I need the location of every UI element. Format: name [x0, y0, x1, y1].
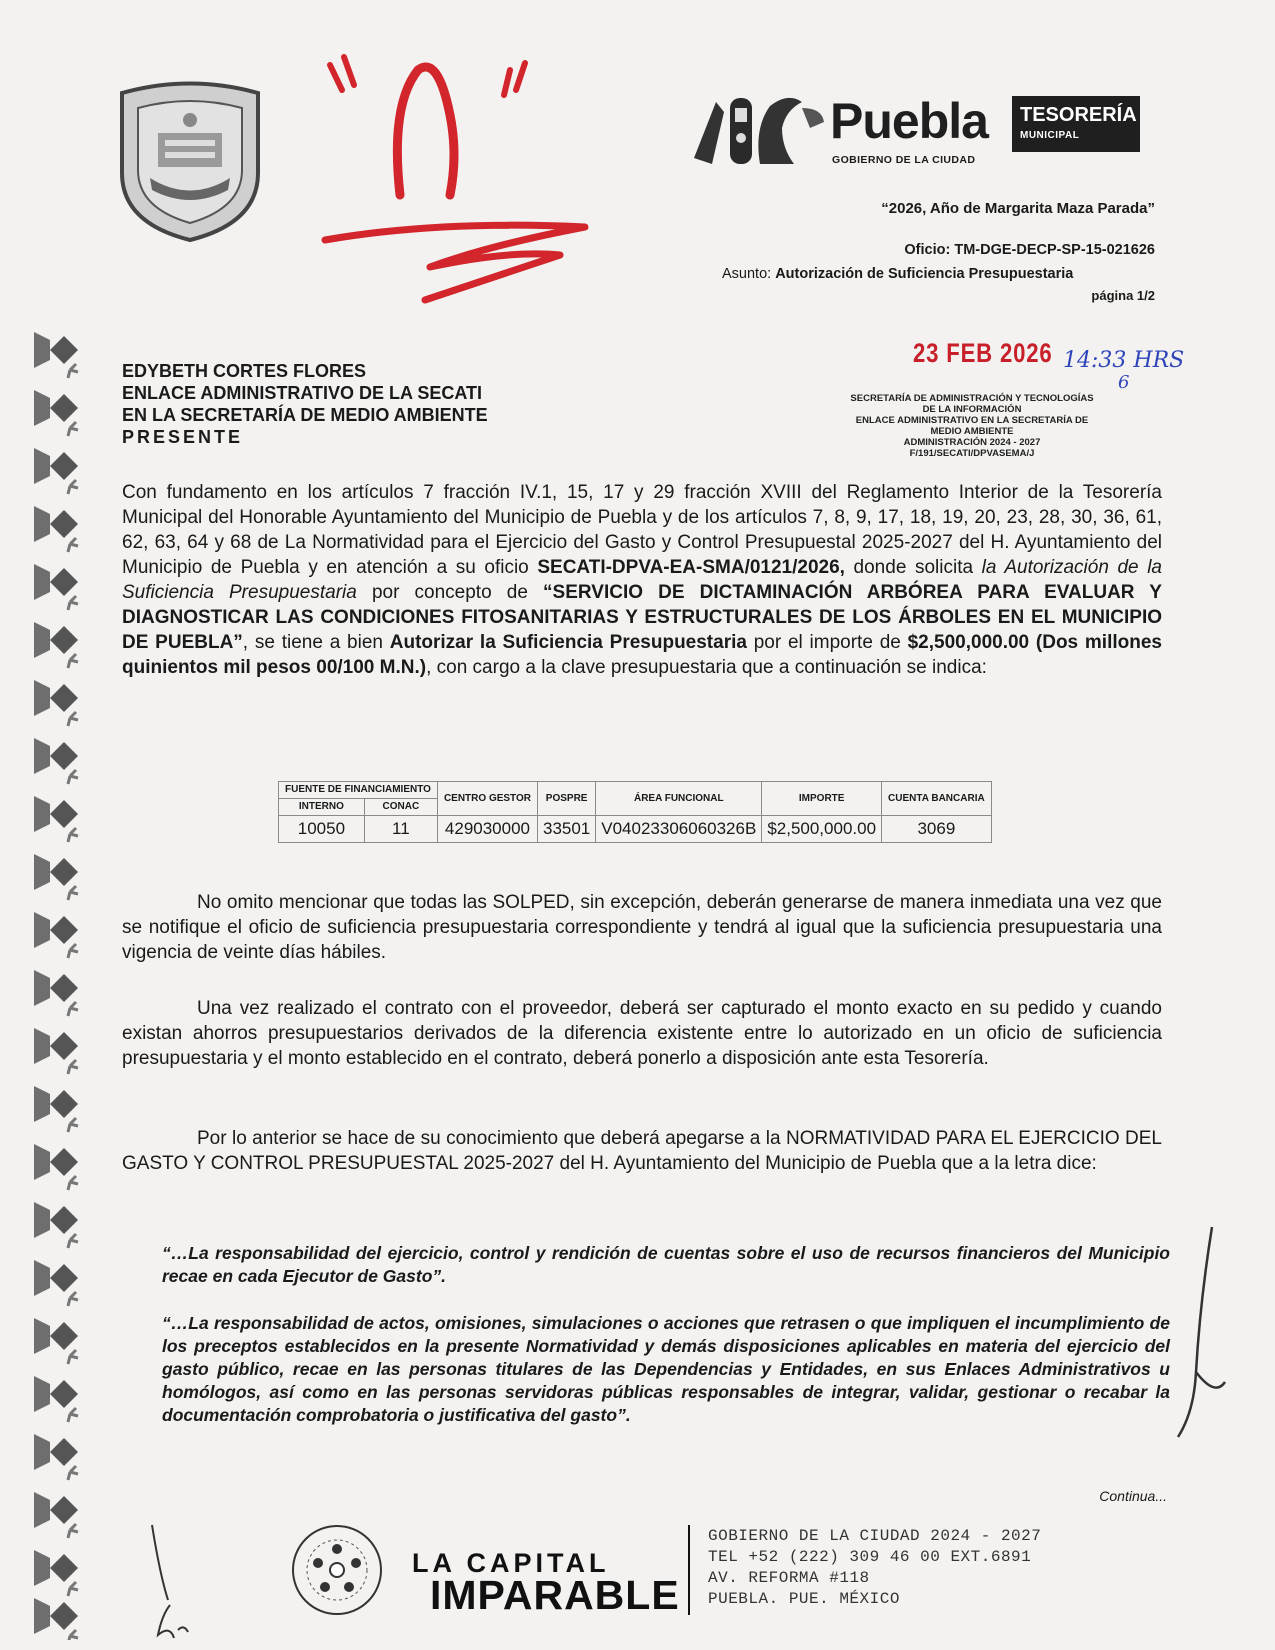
body-paragraph: Una vez realizado el contrato con el proveedor, deberá ser capturado el monto exacto en su pedido y cuando existan ahorros presupuestarios derivados de la diferencia existente entre lo autorizado en un oficio de suficiencia presupuestaria y el monto establecido en el contrato, deberá ponerlo a disposición ante esta Tesorería.	[122, 998, 1162, 1069]
table-header-row	[279, 782, 992, 799]
equality-seal-icon	[290, 1523, 384, 1617]
body-paragraph: Por lo anterior se hace de su conocimiento que deberá apegarse a la NORMATIVIDAD PARA EL EJERCICIO DEL GASTO Y CONTROL PRESUPUESTAL 2025-2027 del H. Ayuntamiento del Municipio de Puebla que a la letra dice:	[122, 1128, 1162, 1174]
table-header: POSPRE	[537, 782, 595, 816]
text-run: donde solicita	[844, 557, 982, 578]
footer-contact	[708, 1526, 1041, 1610]
page-number: página 1/2	[1091, 288, 1155, 303]
received-stamp-text	[822, 393, 1122, 459]
stamp-line: SECRETARÍA DE ADMINISTRACIÓN Y TECNOLOGÍAS	[850, 393, 1094, 404]
footer-line: AV. REFORMA #118	[708, 1569, 870, 1587]
text-run: , se tiene a bien	[242, 632, 390, 653]
puebla-tesoreria-logo	[690, 88, 1150, 178]
table-cell: 429030000	[437, 816, 537, 843]
tesoreria-badge	[1012, 96, 1140, 152]
body-paragraph: No omito mencionar que todas las SOLPED, sin excepción, deberán generarse de manera inmediata una vez que se notifique el oficio de suficiencia presupuestaria correspondiente y tendrá al igual que la suficiencia presupuestaria una vigencia de veinte días hábiles.	[122, 892, 1162, 963]
table-cell: 33501	[537, 816, 595, 843]
logo-wordmark: Puebla	[830, 93, 988, 149]
body-paragraph	[122, 480, 1162, 680]
table-cell: $2,500,000.00	[762, 816, 882, 843]
signature-mark	[1170, 1222, 1230, 1452]
handwritten-initial: 6	[1118, 372, 1130, 393]
regulation-quote: “…La responsabilidad del ejercicio, control y rendición de cuentas sobre el uso de recursos financieros del Municipio recae en cada Ejecutor de Gasto”.	[162, 1243, 1170, 1286]
signature-mark	[140, 1520, 200, 1645]
tesoreria-title: TESORERÍA	[1020, 104, 1137, 126]
table-header: CENTRO GESTOR	[437, 782, 537, 816]
table-header: ÁREA FUNCIONAL	[596, 782, 762, 816]
text-run: por el importe de	[746, 632, 908, 653]
text-run: Con fundamento en los artículos 7 fracción IV.1, 15, 17 y 29 fracción XVIII del Reglamento Interior de la Tesorería Municipal del Honorable Ayuntamiento del Municipio de Puebla y de los artículos 7, 8, 9, 17, 18, 19, 20, 23, 28, 30, 36, 61, 62, 63, 64 y 68 de La Normatividad para el Ejercicio del Gasto y Control Presupuestal 2025-2027 del H. Ayuntamiento del Municipio de Puebla y en atención a su oficio	[122, 482, 1162, 578]
decorative-border	[30, 330, 90, 1640]
recipient-title: ENLACE ADMINISTRATIVO DE LA SECATI	[122, 383, 482, 403]
handwritten-time: 14:33 HRS	[1063, 348, 1185, 373]
table-header: CONAC	[364, 799, 437, 816]
stamp-line: ENLACE ADMINISTRATIVO EN LA SECRETARÍA DE	[855, 415, 1089, 426]
puebla-emblem-icon	[690, 88, 828, 170]
text-run: Autorizar la Suficiencia Presupuestaria	[389, 632, 747, 653]
table-header: FUENTE DE FINANCIAMIENTO	[279, 782, 438, 799]
recipient-block	[122, 360, 488, 448]
footer-divider	[688, 1525, 690, 1615]
recipient-title: EN LA SECRETARÍA DE MEDIO AMBIENTE	[122, 405, 488, 425]
text-run: la Autorización de la Suficiencia Presupuestaria	[122, 557, 1162, 603]
text-run: , con cargo a la clave presupuestaria que a continuación se indica:	[426, 657, 987, 678]
authorized-amount: $2,500,000.00 (Dos millones quinientos mil pesos 00/100 M.N.)	[122, 632, 1162, 678]
table-header: IMPORTE	[762, 782, 882, 816]
footer-line: PUEBLA. PUE. MÉXICO	[708, 1590, 900, 1608]
asunto-value: Autorización de Suficiencia Presupuestaria	[775, 266, 1074, 282]
regulation-quote: “…La responsabilidad de actos, omisiones, simulaciones o acciones que retrasen o que impliquen el incumplimiento de los preceptos establecidos en la presente Normatividad y demás disposiciones aplicables en materia del ejercicio del gasto público, recae en las personas titulares de las Dependencias y Entidades, en sus Enlaces Administrativos u homólogos, así como en las personas servidoras públicas responsables de integrar, validar, gestionar o recabar la documentación comprobatoria o justificativa del gasto”.	[162, 1313, 1170, 1425]
footer-slogan-bottom: IMPARABLE	[430, 1572, 680, 1618]
text-run: por concepto de	[356, 582, 544, 603]
oficio-reference: SECATI-DPVA-EA-SMA/0121/2026,	[537, 557, 845, 578]
table-cell: 3069	[882, 816, 992, 843]
year-motto: “2026, Año de Margarita Maza Parada”	[881, 200, 1155, 217]
stamp-line: DE LA INFORMACIÓN	[922, 404, 1022, 415]
table-header: CUENTA BANCARIA	[882, 782, 992, 816]
stamp-line: ADMINISTRACIÓN 2024 - 2027	[903, 437, 1041, 448]
logo-subtitle: GOBIERNO DE LA CIUDAD	[832, 154, 976, 166]
received-stamp-date: 23 FEB 2026	[913, 338, 1053, 368]
stamp-line: F/191/SECATI/DPVASEMA/J	[909, 448, 1035, 459]
city-seal	[110, 78, 270, 243]
oficio-number: Oficio: TM-DGE-DECP-SP-15-021626	[904, 242, 1155, 258]
footer-line: GOBIERNO DE LA CIUDAD 2024 - 2027	[708, 1527, 1042, 1545]
stamp-line: MEDIO AMBIENTE	[930, 426, 1014, 437]
footer-line: TEL +52 (222) 309 46 00 EXT.6891	[708, 1548, 1032, 1566]
asunto-line	[722, 266, 1073, 282]
crayon-annotation	[320, 45, 630, 325]
tesoreria-subtitle: MUNICIPAL	[1020, 130, 1080, 141]
table-header: INTERNO	[279, 799, 365, 816]
asunto-label: Asunto:	[722, 266, 772, 282]
table-cell: 10050	[279, 816, 365, 843]
budget-key-table	[278, 781, 992, 843]
table-row	[279, 816, 992, 843]
continued-note: Continua...	[1099, 1488, 1167, 1504]
table-cell: 11	[364, 816, 437, 843]
recipient-name: EDYBETH CORTES FLORES	[122, 361, 367, 381]
table-cell: V04023306060326B	[596, 816, 762, 843]
salutation: PRESENTE	[122, 427, 244, 447]
footer-slogan-top: LA CAPITAL	[412, 1548, 610, 1578]
service-concept: “SERVICIO DE DICTAMINACIÓN ARBÓREA PARA EVALUAR Y DIAGNOSTICAR LAS CONDICIONES FITOSANITARIAS Y ESTRUCTURALES DE LOS ÁRBOLES EN EL MUNICIPIO DE PUEBLA”	[122, 582, 1162, 653]
